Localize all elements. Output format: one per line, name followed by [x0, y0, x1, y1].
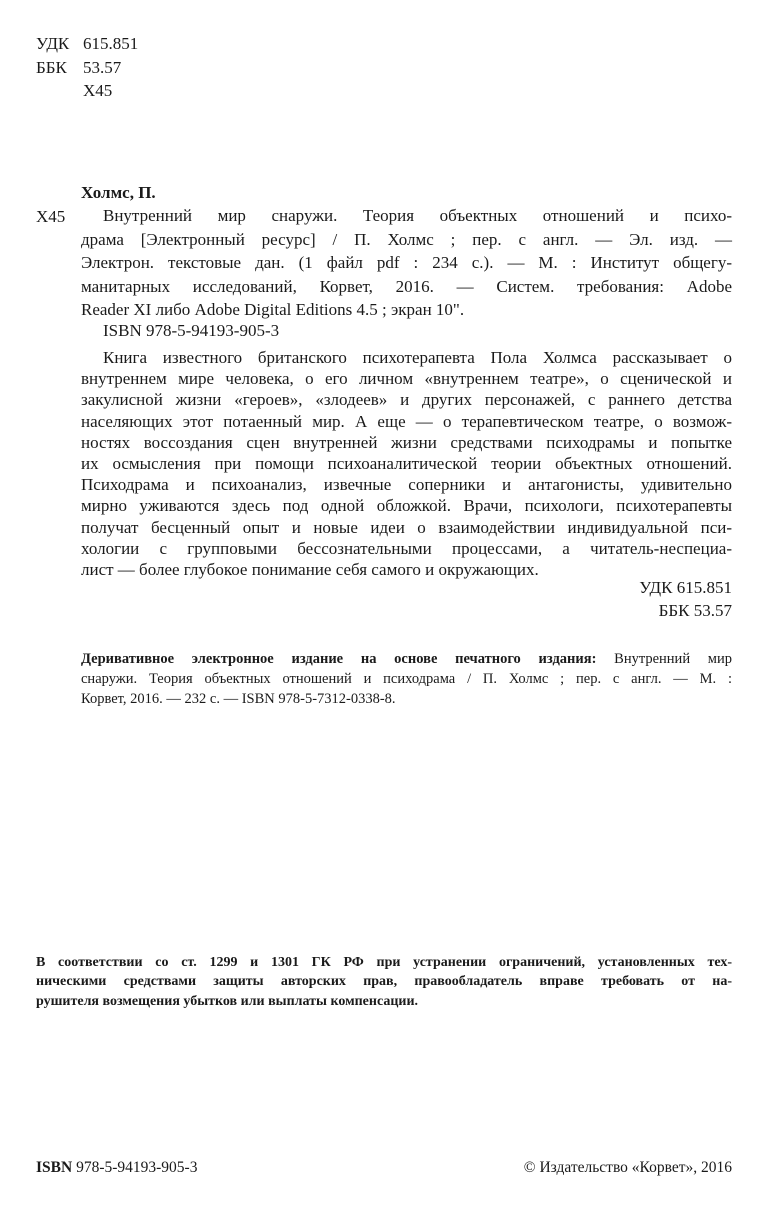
- right-classification: [639, 576, 732, 622]
- legal-line: В соответствии со ст. 1299 и 1301 ГК РФ при устранении ограничений, установленных тех-: [36, 955, 732, 970]
- legal-line: ническими средствами защиты авторских прав, правообладатель вправе требовать от на-: [36, 974, 732, 990]
- entry-line: манитарных исследований, Корвет, 2016. — Систем. требования: Adobe: [81, 276, 732, 296]
- bibliographic-entry: [81, 204, 732, 322]
- annotation-line: лист — более глубокое понимание себя самого и окружающих.: [81, 560, 539, 580]
- footer-copyright: © Издательство «Корвет», 2016: [523, 1159, 732, 1176]
- annotation-line: населяющих этот потаенный мир. А еще — о терапевтическом театре, о возмож-: [81, 411, 732, 431]
- derivative-line: Корвет, 2016. — 232 с. — ISBN 978-5-7312-0338-8.: [81, 691, 396, 707]
- derivative-line: снаружи. Теория объектных отношений и психодрама / П. Холмс ; пер. с англ. — М. :: [81, 671, 732, 687]
- derivative-line-rest: Внутренний мир: [596, 651, 732, 667]
- legal-line: рушителя возмещения убытков или выплаты компенсации.: [36, 993, 419, 1009]
- entry-isbn: ISBN 978-5-94193-905-3: [103, 321, 280, 340]
- right-udk: УДК 615.851: [639, 578, 732, 597]
- udk-value: 615.851: [83, 34, 139, 53]
- annotation-line: Книга известного британского психотерапевта Пола Холмса рассказывает о: [103, 348, 732, 367]
- author-heading: Холмс, П.: [81, 183, 156, 202]
- bbk-label: ББК: [36, 58, 67, 77]
- udk-label: УДК: [36, 34, 70, 53]
- entry-line: Внутренний мир снаружи. Теория объектных отношений и психо-: [103, 206, 732, 225]
- author-sign-value: Х45: [83, 81, 113, 100]
- entry-line: драма [Электронный ресурс] / П. Холмс ; пер. с англ. — Эл. изд. —: [81, 229, 732, 249]
- bbk-code: [36, 57, 121, 79]
- annotation-line: получат бесценный опыт и новые идеи о взаимодействии индивидуальной пси-: [81, 517, 732, 537]
- legal-notice: [36, 953, 732, 1011]
- annotation: [81, 347, 732, 580]
- right-bbk: ББК 53.57: [658, 601, 732, 620]
- derivative-line: [81, 649, 732, 669]
- annotation-line: закулисной жизни «героев», «злодеев» и других персонажей, с раннего детства: [81, 390, 732, 410]
- annotation-line: внутреннем мире человека, о его личном «внутреннем театре», о сценической и: [81, 369, 732, 389]
- udk-code: [36, 33, 138, 55]
- annotation-line: хологии с групповыми бессознательными процессами, а читатель-неспециа-: [81, 538, 732, 558]
- bbk-value: 53.57: [83, 58, 122, 77]
- derivative-lead: Деривативное электронное издание на основе печатного издания:: [81, 651, 597, 667]
- annotation-line: их осмысления при помощи психоаналитической теории объектных отношений.: [81, 454, 732, 474]
- footer-isbn-value: 978-5-94193-905-3: [72, 1159, 198, 1176]
- annotation-line: Психодрама и психоанализ, извечные соперники и антагонисты, удивительно: [81, 475, 732, 495]
- annotation-line: мирно уживаются здесь под одной обложкой. Врачи, психологи, психотерапевты: [81, 496, 732, 516]
- entry-line: Reader XI либо Adobe Digital Editions 4.5 ; экран 10".: [81, 300, 465, 320]
- author-sign-header: [36, 80, 112, 102]
- derivative-edition-note: [81, 649, 732, 709]
- footer-isbn-label: ISBN: [36, 1159, 73, 1176]
- footer-isbn: [36, 1159, 197, 1177]
- entry-line: Электрон. текстовые дан. (1 файл pdf : 234 с.). — М. : Институт общегу-: [81, 253, 732, 273]
- author-sign: Х45: [36, 207, 66, 226]
- annotation-line: ностях воссоздания сцен внутренней жизни средствами психодрамы и попытке: [81, 432, 732, 452]
